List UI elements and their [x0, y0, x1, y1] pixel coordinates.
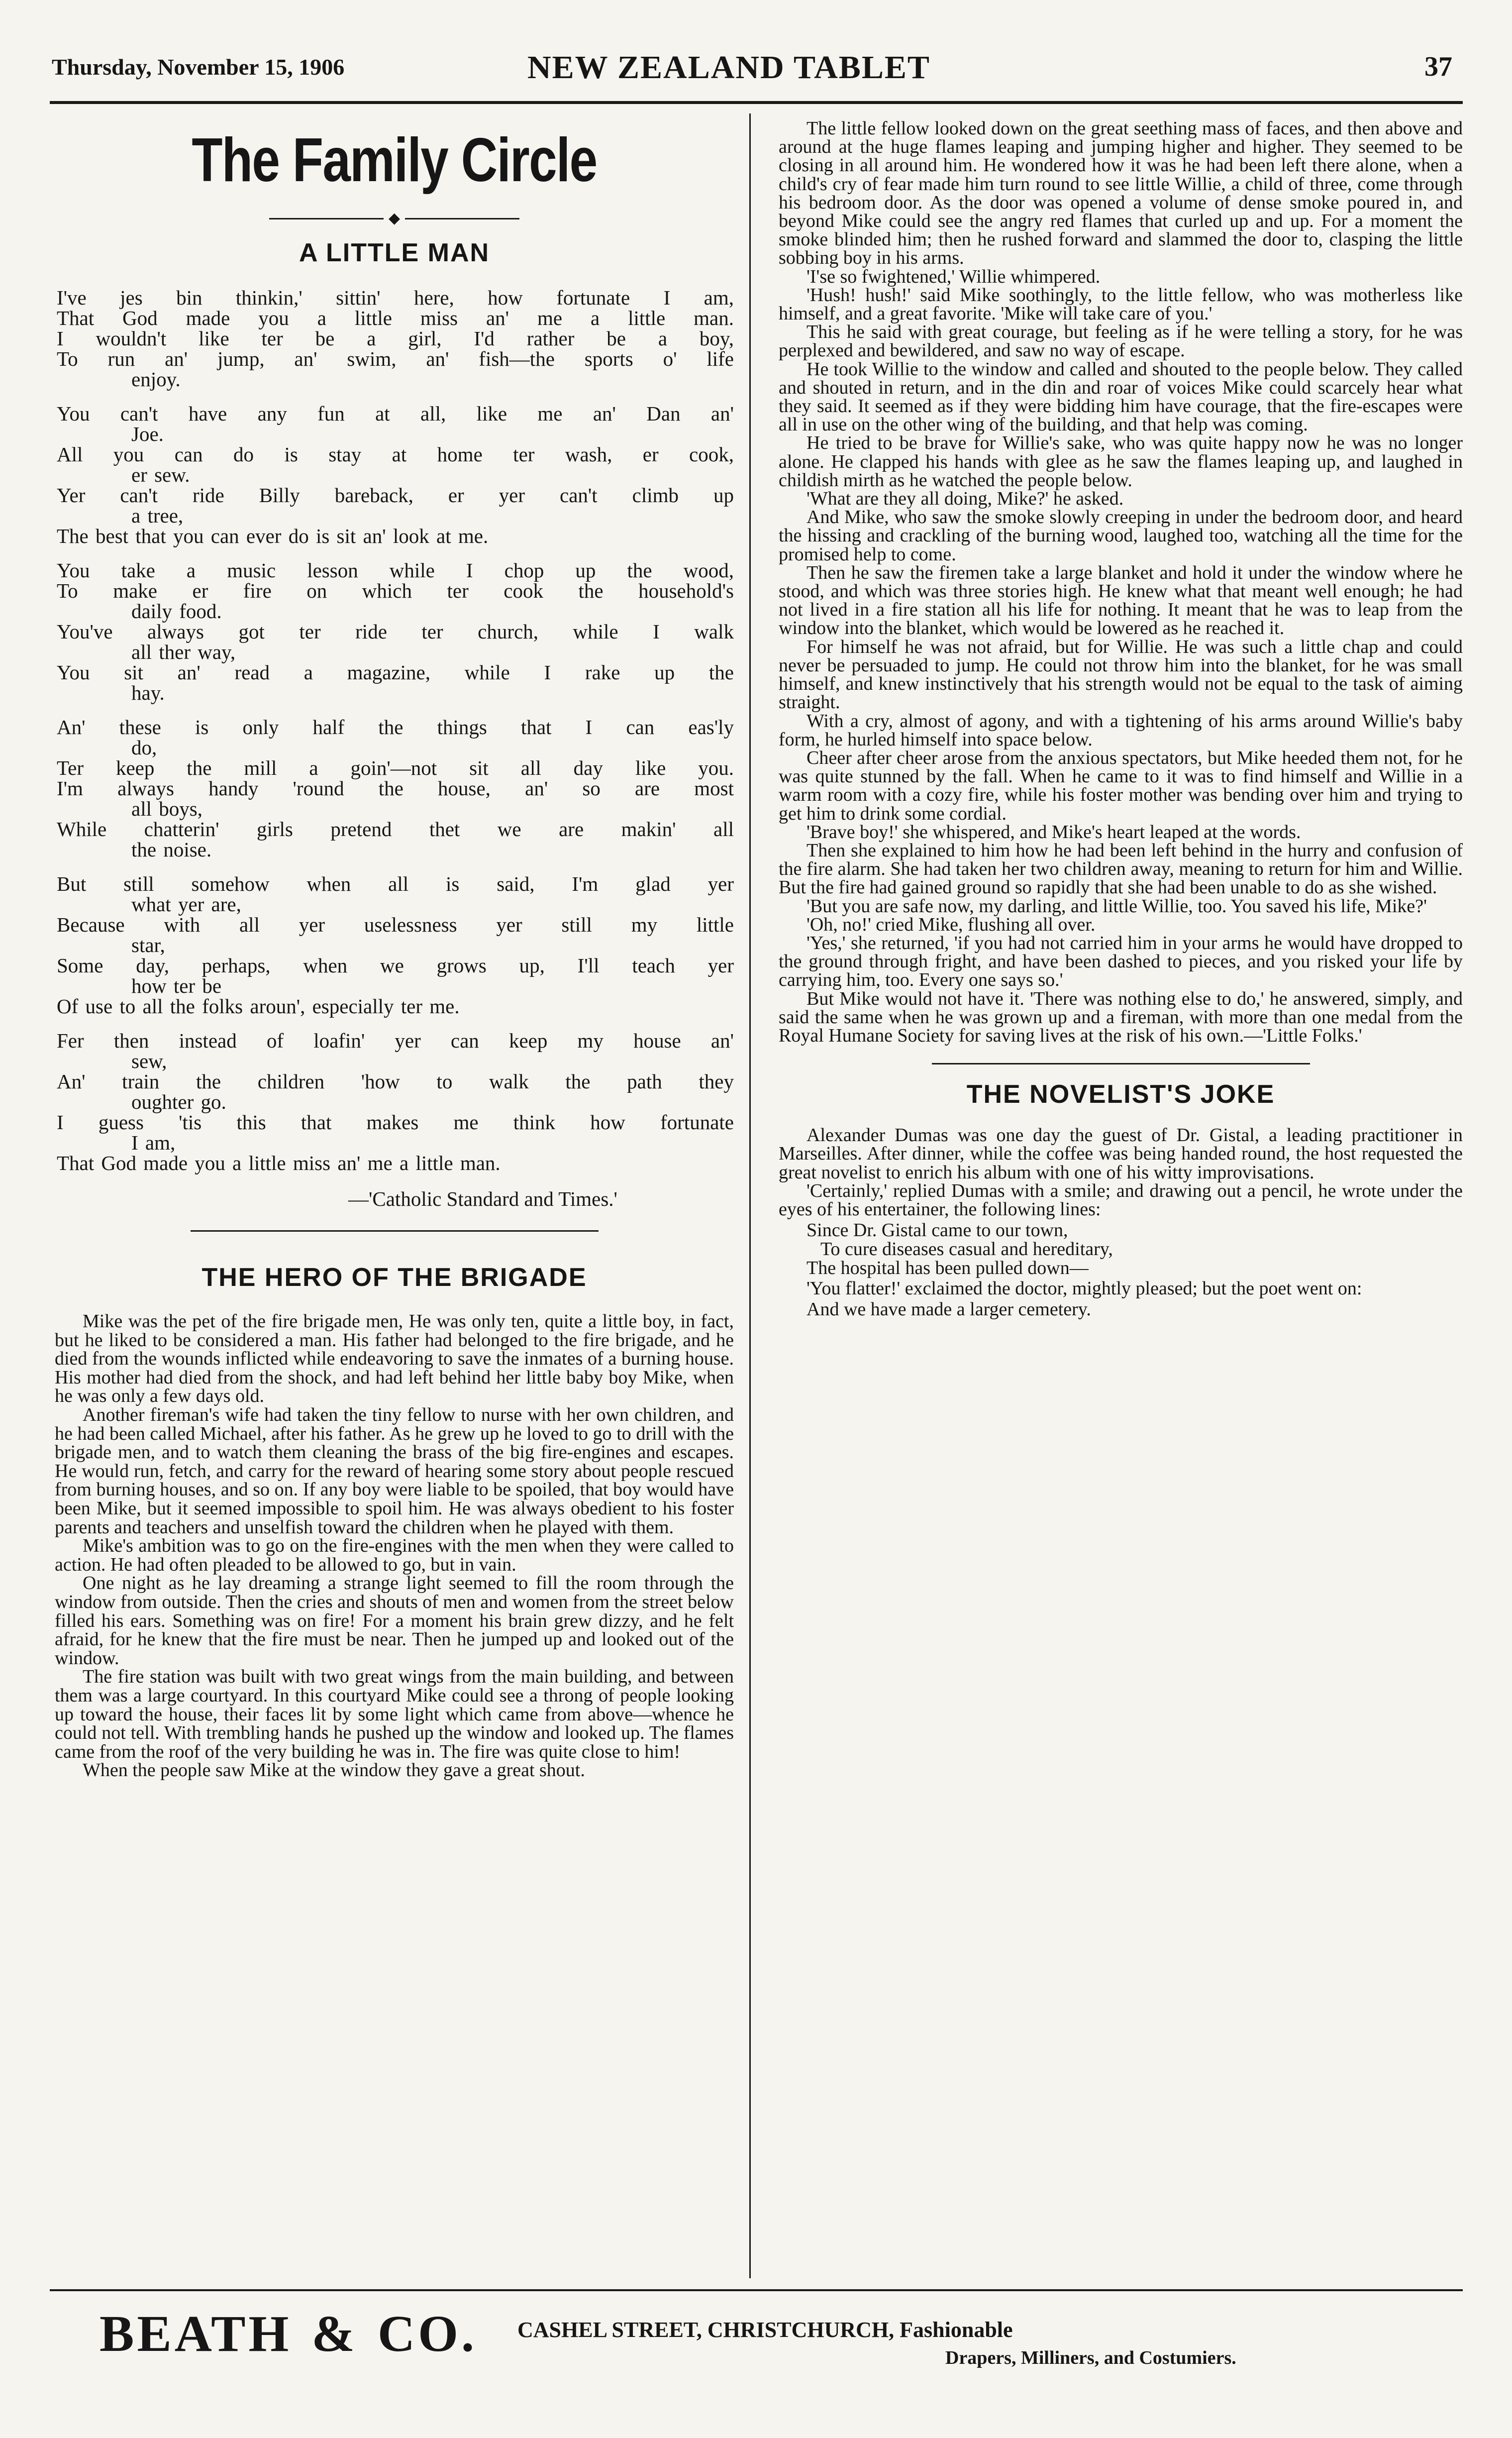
- paragraph: 'I'se so fwightened,' Willie whimpered.: [806, 266, 1101, 287]
- paragraph: When the people saw Mike at the window they gave a great shout.: [83, 1760, 585, 1781]
- page-number: 37: [1424, 51, 1452, 82]
- poem-line: That God made you a little miss an' me a little man.: [57, 307, 734, 330]
- poem-line: Of use to all the folks aroun', especially ter me.: [57, 995, 460, 1018]
- paragraph: Mike's ambition was to go on the fire-engines with the men when they were called to action. He had often pleaded to be allowed to go, but in vain.: [55, 1535, 734, 1575]
- verse-line: Since Dr. Gistal came to our town,: [806, 1220, 1068, 1241]
- masthead-rule: [50, 101, 1463, 104]
- poem-line: You sit an' read a magazine, while I rake up the: [57, 661, 734, 684]
- hero-heading: THE HERO OF THE BRIGADE: [202, 1263, 587, 1292]
- paragraph: One night as he lay dreaming a strange light seemed to fill the room through the window from outside. Then the cries and shouts of men and women from the street below filled his ears. Something was on fire! For a moment his brain grew dizzy, and he felt afraid, for he knew that the fire must be near. Then he jumped up and looked out of the window.: [55, 1573, 734, 1669]
- poem-line: I wouldn't like ter be a girl, I'd rather be a boy,: [57, 327, 734, 350]
- poem-line: Joe.: [131, 423, 164, 446]
- footer-rule: [50, 2289, 1463, 2291]
- ad-address: CASHEL STREET, CHRISTCHURCH, Fashionable: [517, 2318, 1013, 2342]
- paragraph: Another fireman's wife had taken the tiny fellow to nurse with her own children, and he had been called Michael, after his father. As he grew up he loved to go to drill with the brigade men, and to watch them cleaning the brass of the big fire-engines and escapes. He would run, fetch, and carry for the reward of hearing some story about people rescued from burning houses, and so on. If any boy were liable to be spoiled, that boy would have been Mike, but it seemed impossible to spoil him. He was always obedient to his foster parents and teachers and unselfish toward the children when he played with them.: [55, 1404, 734, 1538]
- joke-story: [779, 1126, 1463, 1319]
- poem-line: a tree,: [131, 504, 184, 528]
- paragraph: 'Brave boy!' she whispered, and Mike's heart leaped at the words.: [806, 821, 1301, 843]
- paragraph: For himself he was not afraid, but for Willie. He was such a little chap and could never be persuaded to jump. He could not throw him into the blanket, for he was small himself, and knew instinctively that his strength would not be equal to the task of aiming straight.: [779, 636, 1463, 713]
- poem-line: Because with all yer uselessness yer still my little: [57, 913, 734, 937]
- paragraph: The fire station was built with two great wings from the main building, and between them was a large courtyard. In this courtyard Mike could see a throng of people looking up toward the house, their faces lit by some light which came from above—whence he could not tell. With trembling hands he pushed up the window and looked up. The flames came from the roof of the very building he was in. The fire was quite close to him!: [55, 1666, 734, 1762]
- joke-heading: THE NOVELIST'S JOKE: [966, 1080, 1275, 1109]
- paragraph: 'You flatter!' exclaimed the doctor, mightly pleased; but the poet went on:: [806, 1278, 1362, 1299]
- paragraph: But Mike would not have it. 'There was nothing else to do,' he answered, simply, and said the same when he was grown up and a fireman, with more than one medal from the Royal Humane Society for saving lives at the risk of his own.—'Little Folks.': [779, 988, 1463, 1046]
- masthead-date: Thursday, November 15, 1906: [52, 54, 345, 80]
- ad-name-part: BEATH: [100, 2305, 292, 2362]
- ad-company-name: [100, 2304, 477, 2363]
- paragraph: Mike was the pet of the fire brigade men, He was only ten, quite a little boy, in fact, but he liked to be considered a man. His father had belonged to the fire brigade, and he died from the wounds inflicted while endeavoring to save the inmates of a burning house. His mother had died from the shock, and had left behind her little baby boy Mike, when he was only a few days old.: [55, 1311, 734, 1407]
- ad-description: Drapers, Milliners, and Costumiers.: [945, 2347, 1236, 2368]
- poem-line: To run an' jump, an' swim, an' fish—the sports o' life: [57, 347, 734, 371]
- poem-line: All you can do is stay at home ter wash, er cook,: [57, 443, 734, 466]
- paragraph: 'Hush! hush!' said Mike soothingly, to the little fellow, who was motherless like himself, and a great favorite. 'Mike will take care of you.': [779, 284, 1463, 324]
- poem-line: er sew.: [131, 463, 190, 487]
- column-divider: [749, 113, 751, 2278]
- poem-line: I am,: [131, 1131, 176, 1155]
- poem-attribution: —'Catholic Standard and Times.': [348, 1187, 617, 1211]
- paragraph: 'Yes,' she returned, 'if you had not carried him in your arms he would have dropped to the ground through fright, and have been dashed to pieces, and you risked your life by carrying him, too. Every one says so.': [779, 932, 1463, 991]
- paragraph: This he said with great courage, but feeling as if he were telling a story, for he was perplexed and bewildered, and saw no way of escape.: [779, 321, 1463, 361]
- poem-line: An' these is only half the things that I can eas'ly: [57, 716, 734, 739]
- poem-line: all boys,: [131, 797, 202, 821]
- left-column: [55, 119, 734, 1780]
- poem-line: oughter go.: [131, 1090, 226, 1114]
- paragraph: 'But you are safe now, my darling, and little Willie, too. You saved his life, Mike?': [806, 895, 1427, 917]
- poem-stanza: [57, 1031, 734, 1173]
- paragraph: The little fellow looked down on the great seething mass of faces, and then above and around at the huge flames leaping and jumping higher and higher. They seemed to be closing in all around him. He wondered how it was he had been left there alone, when a child's cry of fear made him turn round to see little Willie, a child of three, come through his bedroom door. As the door was opened a volume of dense smoke poured in, and beyond Mike could see the angry red flames that curled up and up. For a moment the smoke blinded him; then he rushed forward and slammed the door to, clasping the little sobbing boy in his arms.: [779, 118, 1463, 269]
- poem-line: You take a music lesson while I chop up the wood,: [57, 559, 734, 582]
- poem-line: do,: [131, 736, 157, 759]
- diamond-ornament-icon: ◆: [388, 210, 401, 227]
- poem-line: An' train the children 'how to walk the path they: [57, 1070, 734, 1093]
- poem-body: [55, 288, 734, 1173]
- masthead-title: NEW ZEALAND TABLET: [527, 49, 930, 86]
- hero-story-left: [55, 1312, 734, 1780]
- paragraph: Cheer after cheer arose from the anxious spectators, but Mike heeded them not, for he was quite stunned by the fall. When he came to it was to find himself and Willie in a warm room with a cozy fire, while his foster mother was bending over him and trying to get him to drink some cordial.: [779, 747, 1463, 824]
- verse-line: The hospital has been pulled down—: [806, 1258, 1089, 1279]
- poem-line: Ter keep the mill a goin'—not sit all day like you.: [57, 756, 734, 780]
- verse-line: To cure diseases casual and hereditary,: [820, 1239, 1113, 1260]
- poem-line: You can't have any fun at all, like me an' Dan an': [57, 402, 734, 425]
- poem-line: Yer can't ride Billy bareback, er yer can't climb up: [57, 484, 734, 507]
- poem-heading: A LITTLE MAN: [299, 238, 490, 268]
- poem-line: Fer then instead of loafin' yer can keep my house an': [57, 1029, 734, 1053]
- poem-line: hay.: [131, 681, 165, 705]
- poem-line: I've jes bin thinkin,' sittin' here, how fortunate I am,: [57, 286, 734, 310]
- poem-line: daily food.: [131, 600, 222, 623]
- poem-line: Some day, perhaps, when we grows up, I'll teach yer: [57, 954, 734, 977]
- poem-line: I'm always handy 'round the house, an' so are most: [57, 777, 734, 800]
- paragraph: With a cry, almost of agony, and with a tightening of his arms around Willie's baby form, he hurled himself into space below.: [779, 710, 1463, 750]
- right-column: [779, 119, 1463, 1321]
- paragraph: Then he saw the firemen take a large blanket and hold it under the window where he stood, and which was three stories high. He knew what that meant well enough; he had not lived in a fire station all his life for nothing. It meant that he was to leap from the window into the blanket, which would be lowered as he reached it.: [779, 562, 1463, 639]
- poem-line: all ther way,: [131, 640, 236, 664]
- paragraph: 'Certainly,' replied Dumas with a smile; and drawing out a pencil, he wrote under the eyes of his entertainer, the following lines:: [779, 1180, 1463, 1220]
- article-divider: [191, 1230, 599, 1232]
- section-title: The Family Circle: [192, 126, 597, 195]
- poem-line: star,: [131, 934, 165, 957]
- poem-line: The best that you can ever do is sit an' look at me.: [57, 525, 489, 548]
- poem-line: what yer are,: [131, 893, 241, 916]
- dumas-verse: [806, 1221, 1463, 1277]
- poem-line: You've always got ter ride ter church, while I walk: [57, 620, 734, 643]
- poem-stanza: [57, 288, 734, 390]
- paragraph: Then she explained to him how he had been left behind in the hurry and confusion of the fire alarm. She had taken her two children away, meaning to return for him and Willie. But the fire had gained ground so rapidly that she had been unable to do as she wished.: [779, 840, 1463, 898]
- poem-stanza: [57, 560, 734, 703]
- paragraph: He tried to be brave for Willie's sake, who was quite happy now he was no longer alone. He clapped his hands with glee as he saw the flames leaping up, and laughed in childish mirth as he watched the people below.: [779, 432, 1463, 491]
- poem-line: That God made you a little miss an' me a little man.: [57, 1152, 501, 1175]
- poem-stanza: [57, 717, 734, 860]
- advertisement: [100, 2304, 1443, 2384]
- poem-stanza: [57, 404, 734, 546]
- ad-name-part: CO.: [378, 2305, 478, 2362]
- article-divider: [932, 1063, 1310, 1064]
- title-ornament: [55, 210, 734, 226]
- paragraph: And Mike, who saw the smoke slowly creeping in under the bedroom door, and heard the hissing and crackling of the burning wood, laughed too, watching all the time for the promised help to come.: [779, 507, 1463, 565]
- poem-stanza: [57, 874, 734, 1017]
- poem-line: the noise.: [131, 838, 212, 861]
- paragraph: 'What are they all doing, Mike?' he asked.: [806, 488, 1124, 510]
- verse-line: And we have made a larger cemetery.: [806, 1299, 1091, 1320]
- paragraph: 'Oh, no!' cried Mike, flushing all over.: [806, 914, 1096, 935]
- poem-line: how ter be: [131, 974, 222, 998]
- paragraph: Alexander Dumas was one day the guest of Dr. Gistal, a leading practitioner in Marseilles. After dinner, while the coffee was being handed round, the host requested the great novelist to enrich his album with one of his witty improvisations.: [779, 1125, 1463, 1183]
- poem-line: To make er fire on which ter cook the household's: [57, 579, 734, 603]
- poem-line: I guess 'tis this that makes me think how fortunate: [57, 1111, 734, 1134]
- poem-line: But still somehow when all is said, I'm glad yer: [57, 872, 734, 896]
- poem-line: enjoy.: [131, 368, 181, 391]
- poem-line: While chatterin' girls pretend thet we are makin' all: [57, 818, 734, 841]
- hero-story-right: [779, 119, 1463, 1045]
- poem-line: sew,: [131, 1050, 167, 1073]
- dumas-verse-end: [806, 1300, 1463, 1319]
- paragraph: He took Willie to the window and called and shouted to the people below. They called and shouted in return, and in the din and roar of voices Mike could scarcely hear what they said. It seemed as if they were bidding him have courage, that the fire-escapes were all in use on the other wing of the building, and that help was coming.: [779, 358, 1463, 435]
- ad-ampersand: &: [311, 2305, 358, 2362]
